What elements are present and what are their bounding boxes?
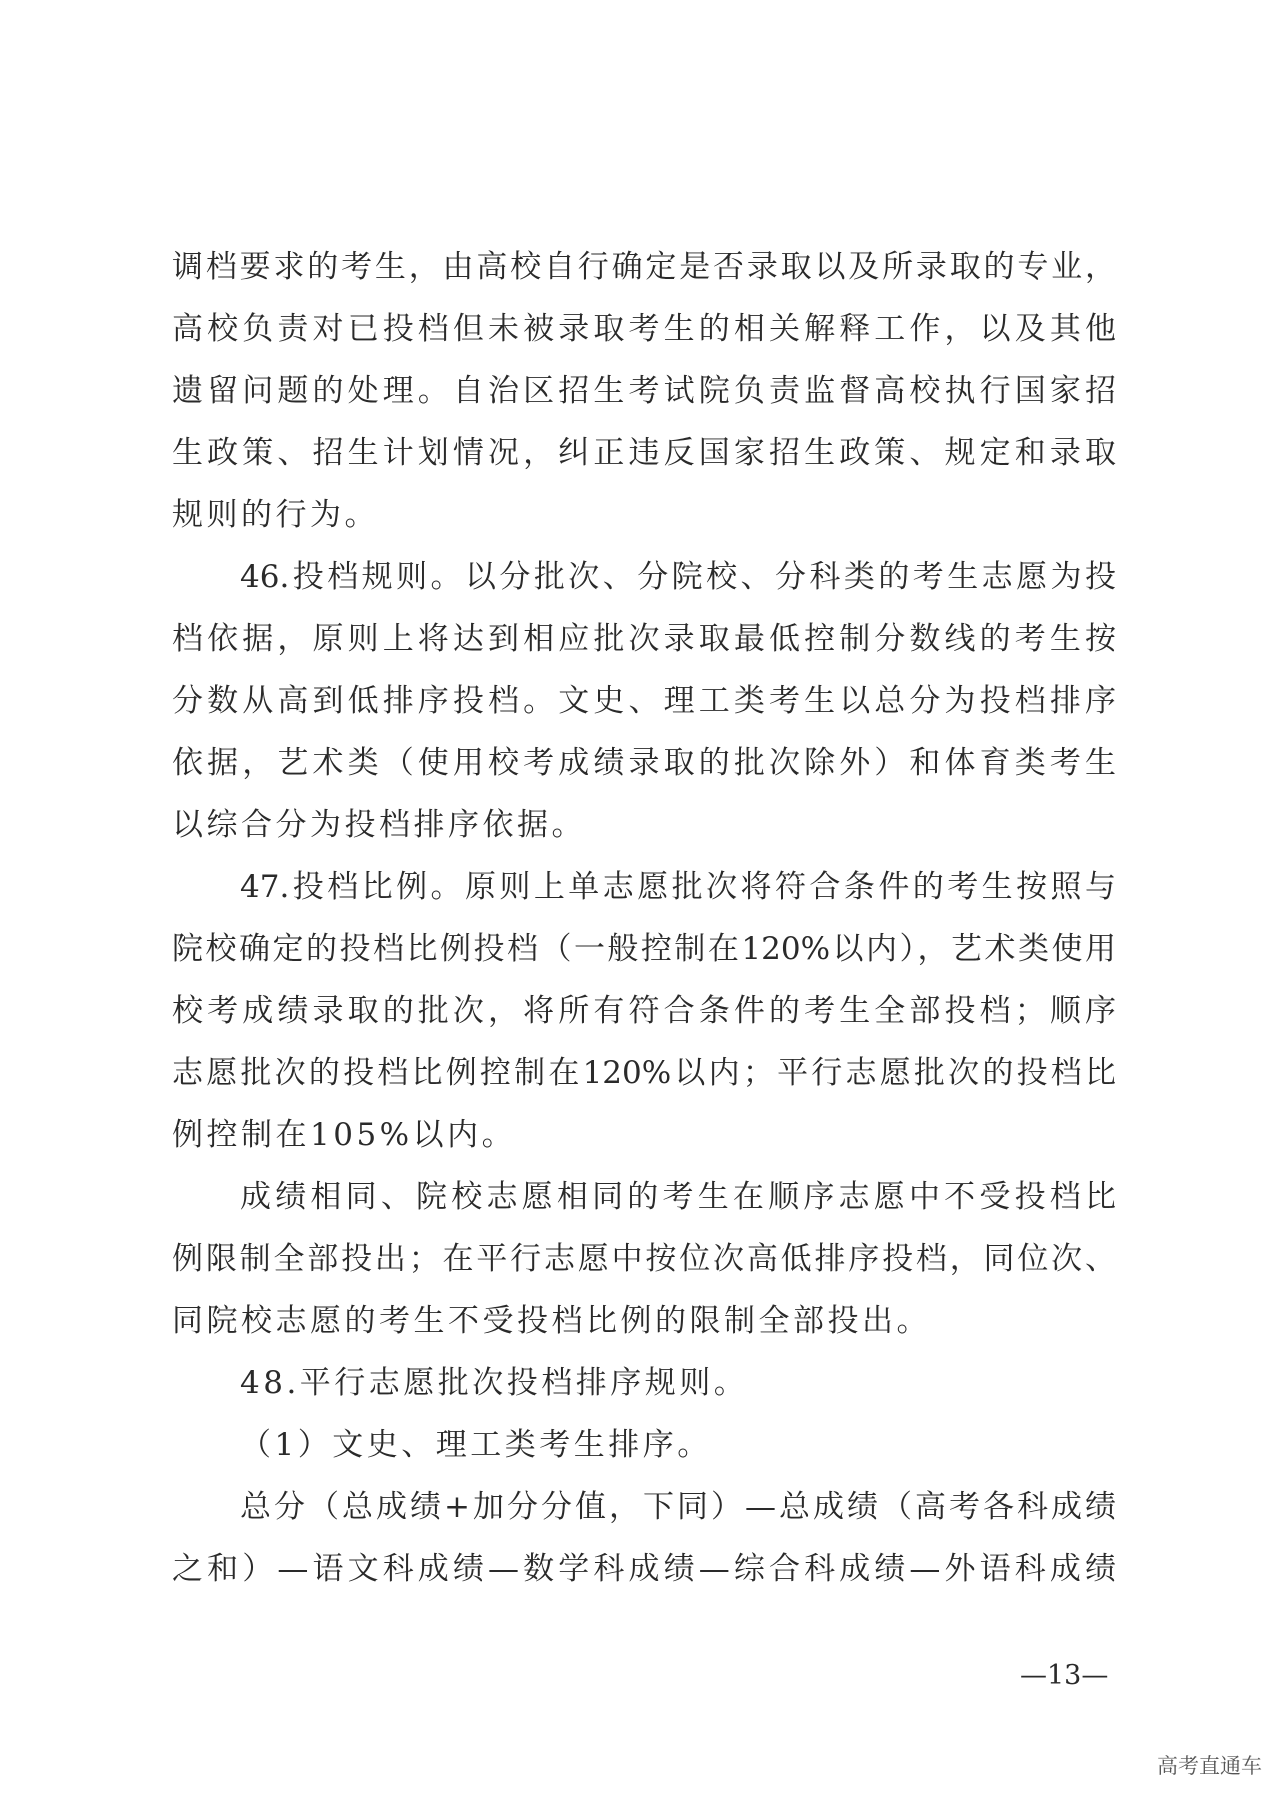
text-line: 高校负责对已投档但未被录取考生的相关解释工作，以及其他 <box>172 311 1116 347</box>
text-line: 规则的行为。 <box>172 497 379 533</box>
text-line: 校考成绩录取的批次，将所有符合条件的考生全部投档；顺序 <box>172 993 1116 1029</box>
text-line: 例限制全部投出；在平行志愿中按位次高低排序投档，同位次、 <box>172 1241 1116 1277</box>
section-48-heading-line: 48.平行志愿批次投档排序规则。 <box>240 1365 749 1401</box>
text-line: 例控制在105%以内。 <box>172 1117 517 1153</box>
text-line: 院校确定的投档比例投档（一般控制在120%以内），艺术类使用 <box>172 931 1116 967</box>
section-46-heading-line: 46.投档规则。以分批次、分院校、分科类的考生志愿为投 <box>240 559 1116 595</box>
text-line: 依据，艺术类（使用校考成绩录取的批次除外）和体育类考生 <box>172 745 1116 781</box>
text-line: 同院校志愿的考生不受投档比例的限制全部投出。 <box>172 1303 931 1339</box>
text-line: 档依据，原则上将达到相应批次录取最低控制分数线的考生按 <box>172 621 1116 657</box>
text-line: 志愿批次的投档比例控制在120%以内；平行志愿批次的投档比 <box>172 1055 1116 1091</box>
text-line: 生政策、招生计划情况，纠正违反国家招生政策、规定和录取 <box>172 435 1116 471</box>
text-line: 分数从高到低排序投档。文史、理工类考生以总分为投档排序 <box>172 683 1116 719</box>
section-47-heading-line: 47.投档比例。原则上单志愿批次将符合条件的考生按照与 <box>240 869 1116 905</box>
paragraph-first-line: 成绩相同、院校志愿相同的考生在顺序志愿中不受投档比 <box>240 1179 1116 1215</box>
text-line: 以综合分为投档排序依据。 <box>172 807 586 843</box>
page-number: —13— <box>1020 1660 1109 1691</box>
document-body <box>172 236 1116 1600</box>
text-line: 调档要求的考生，由高校自行确定是否录取以及所录取的专业， <box>172 249 1116 285</box>
watermark-text: 高考直通车 <box>1157 1754 1262 1778</box>
text-line: 之和）—语文科成绩—数学科成绩—综合科成绩—外语科成绩 <box>172 1551 1116 1587</box>
subsection-1-heading-line: （1）文史、理工类考生排序。 <box>240 1427 712 1463</box>
text-line: 遗留问题的处理。自治区招生考试院负责监督高校执行国家招 <box>172 373 1116 409</box>
paragraph-first-line: 总分（总成绩+加分分值，下同）—总成绩（高考各科成绩 <box>240 1489 1116 1525</box>
